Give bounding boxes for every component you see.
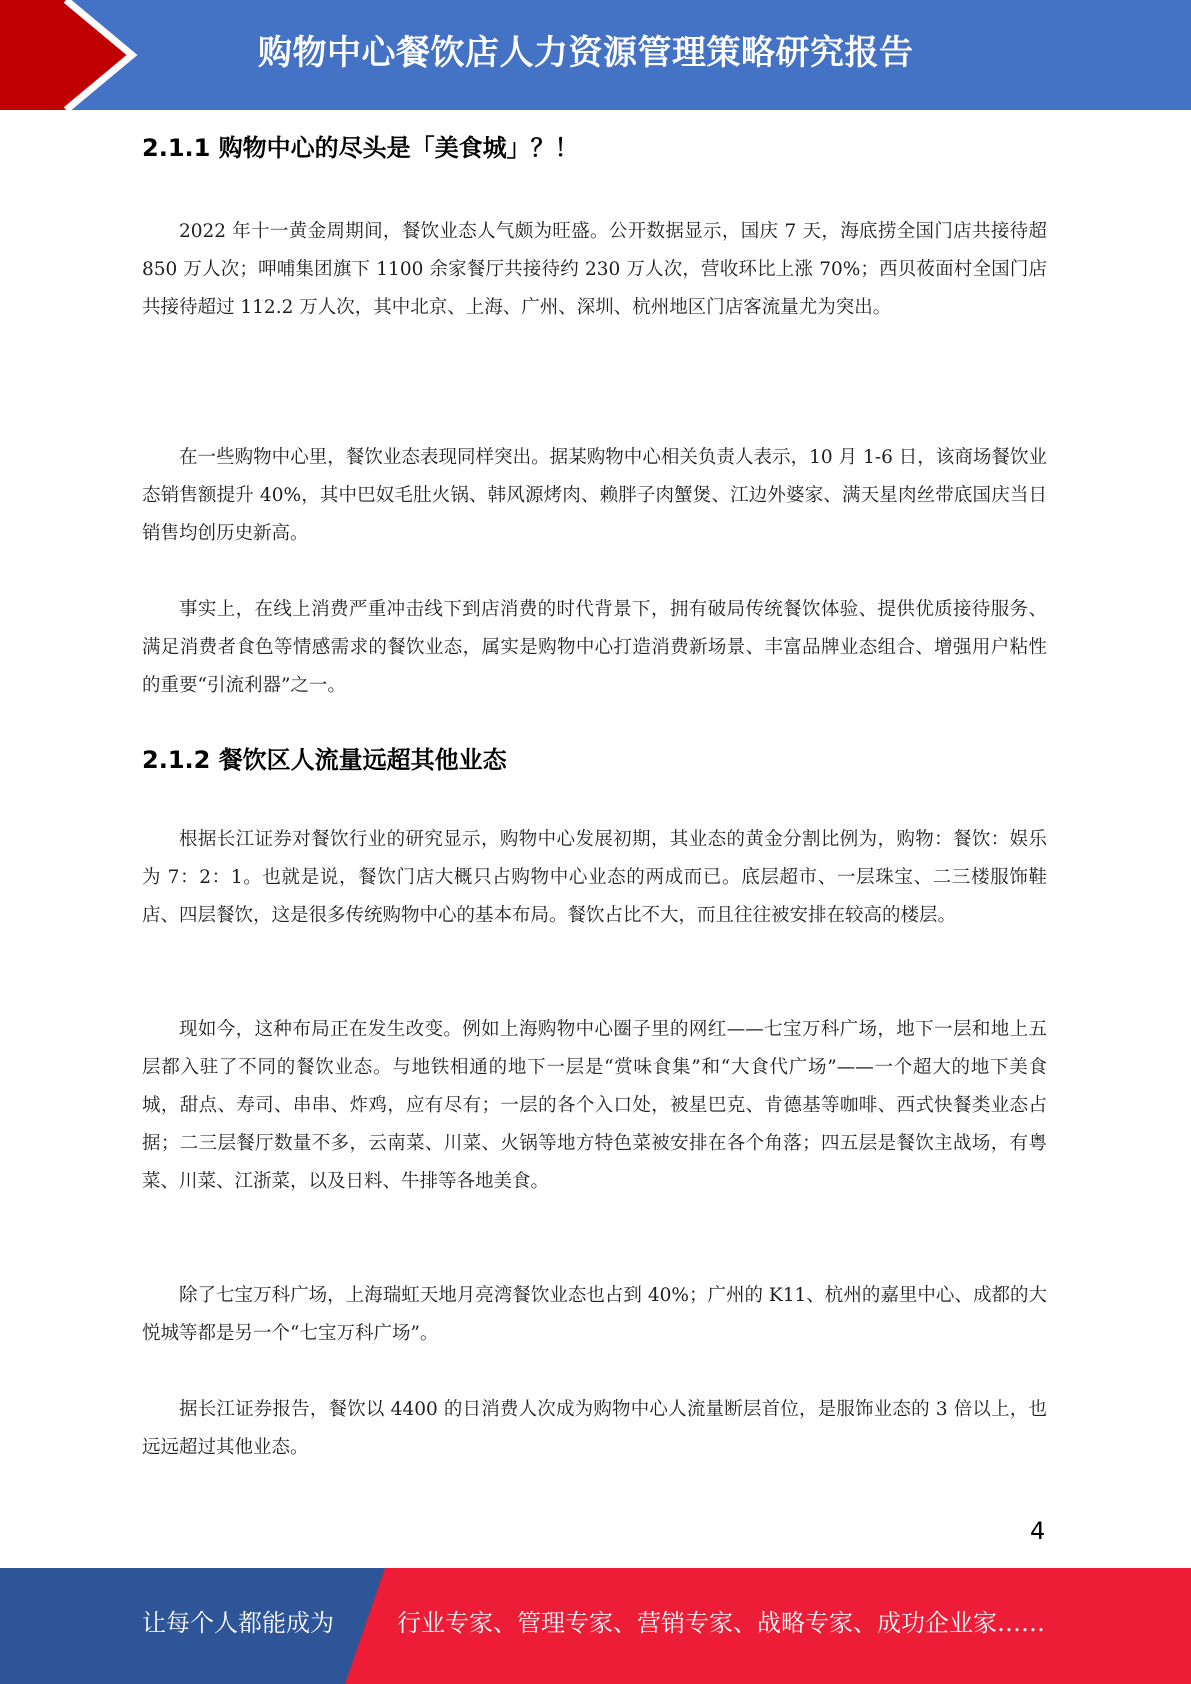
report-title: 购物中心餐饮店人力资源管理策略研究报告 xyxy=(258,33,914,73)
section-heading-2-1-1: 2.1.1 购物中心的尽头是「美食城」？！ xyxy=(142,134,579,162)
footer-slogan-right: 行业专家、管理专家、营销专家、战略专家、成功企业家…… xyxy=(397,1609,1045,1637)
page-number: 4 xyxy=(1030,1517,1046,1545)
paragraph: 现如今，这种布局正在发生改变。例如上海购物中心圈子里的网红——七宝万科广场，地下一层和地上五层都入驻了不同的餐饮业态。与地铁相通的地下一层是“赏味食集”和“大食代广场”——一个超大的地下美食城，甜点、寿司、串串、炸鸡，应有尽有；一层的各个入口处，被星巴克、肯德基等咖啡、西式快餐类业态占据；二三层餐厅数量不多，云南菜、川菜、火锅等地方特色菜被安排在各个角落；四五层是餐饮主战场，有粤菜、川菜、江浙菜，以及日料、牛排等各地美食。 xyxy=(142,1019,1047,1192)
red-chevron-decoration xyxy=(0,0,160,110)
paragraph: 除了七宝万科广场，上海瑞虹天地月亮湾餐饮业态也占到 40%；广州的 K11、杭州的嘉里中心、成都的大悦城等都是另一个“七宝万科广场”。 xyxy=(142,1285,1047,1344)
section-heading-2-1-2: 2.1.2 餐饮区人流量远超其他业态 xyxy=(142,746,507,774)
report-footer xyxy=(0,1568,1191,1684)
paragraph: 事实上，在线上消费严重冲击线下到店消费的时代背景下，拥有破局传统餐饮体验、提供优质接待服务、满足消费者食色等情感需求的餐饮业态，属实是购物中心打造消费新场景、丰富品牌业态组合、增强用户粘性的重要“引流利器”之一。 xyxy=(142,599,1047,696)
paragraph: 在一些购物中心里，餐饮业态表现同样突出。据某购物中心相关负责人表示，10 月 1-6 日，该商场餐饮业态销售额提升 40%，其中巴奴毛肚火锅、韩风源烤肉、赖胖子肉蟹煲、江边外婆家、满天星肉丝带底国庆当日销售均创历史新高。 xyxy=(142,447,1047,544)
report-header xyxy=(0,0,1191,110)
paragraph: 据长江证券报告，餐饮以 4400 的日消费人次成为购物中心人流量断层首位，是服饰业态的 3 倍以上，也远远超过其他业态。 xyxy=(142,1399,1047,1458)
paragraph: 2022 年十一黄金周期间，餐饮业态人气颇为旺盛。公开数据显示，国庆 7 天，海底捞全国门店共接待超 850 万人次；呷哺集团旗下 1100 余家餐厅共接待约 230 万人次，营收环比上涨 70%；西贝莜面村全国门店共接待超过 112.2 万人次，其中北京、上海、广州、深圳、杭州地区门店客流量尤为突出。 xyxy=(142,221,1047,318)
footer-slogan-left: 让每个人都能成为 xyxy=(142,1609,334,1637)
paragraph: 根据长江证券对餐饮行业的研究显示，购物中心发展初期，其业态的黄金分割比例为，购物：餐饮：娱乐为 7：2：1。也就是说，餐饮门店大概只占购物中心业态的两成而已。底层超市、一层珠宝、二三楼服饰鞋店、四层餐饮，这是很多传统购物中心的基本布局。餐饮占比不大，而且往往被安排在较高的楼层。 xyxy=(142,829,1047,926)
